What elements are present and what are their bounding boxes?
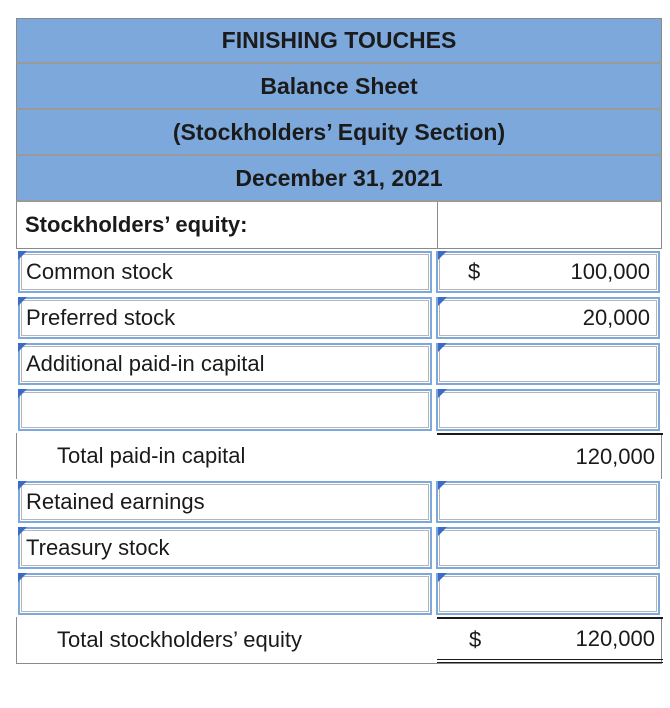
amount-input[interactable]: 20,000 xyxy=(436,297,660,339)
equity-heading-row xyxy=(16,202,662,249)
balance-sheet xyxy=(16,18,662,664)
table-row xyxy=(16,387,662,433)
table-row xyxy=(16,295,662,341)
dropdown-marker-icon xyxy=(438,251,447,260)
label-input[interactable]: Treasury stock xyxy=(18,527,432,569)
dropdown-marker-icon xyxy=(438,297,447,306)
amount-input[interactable]: 100,000 xyxy=(436,251,660,293)
amount-input[interactable] xyxy=(436,527,660,569)
dropdown-marker-icon xyxy=(18,481,27,490)
dropdown-marker-icon xyxy=(18,251,27,260)
amount-input[interactable] xyxy=(436,343,660,385)
table-row xyxy=(16,249,662,295)
statement-date: December 31, 2021 xyxy=(16,156,662,202)
dropdown-marker-icon xyxy=(18,343,27,352)
table-row xyxy=(16,525,662,571)
subtotal-value: 120,000 xyxy=(437,433,663,479)
dropdown-marker-icon xyxy=(18,389,27,398)
table-row xyxy=(16,341,662,387)
total-value: 120,000 xyxy=(437,617,663,663)
table-row xyxy=(16,479,662,525)
statement-title: Balance Sheet xyxy=(16,64,662,110)
dropdown-marker-icon xyxy=(18,573,27,582)
section-title: (Stockholders’ Equity Section) xyxy=(16,110,662,156)
currency-symbol: $ xyxy=(468,259,481,284)
dropdown-marker-icon xyxy=(438,389,447,398)
currency-symbol: $ xyxy=(469,627,482,652)
equity-heading: Stockholders’ equity: xyxy=(25,212,248,237)
dropdown-marker-icon xyxy=(18,297,27,306)
label-input[interactable]: Retained earnings xyxy=(18,481,432,523)
label-input[interactable]: Common stock xyxy=(18,251,432,293)
amount-input[interactable] xyxy=(436,573,660,615)
amount-input[interactable] xyxy=(436,389,660,431)
table-row xyxy=(16,571,662,617)
dropdown-marker-icon xyxy=(438,527,447,536)
subtotal-row xyxy=(16,433,662,479)
amount-input[interactable] xyxy=(436,481,660,523)
dropdown-marker-icon xyxy=(438,573,447,582)
company-name: FINISHING TOUCHES xyxy=(16,18,662,64)
total-row xyxy=(16,617,662,664)
subtotal-label: Total paid-in capital xyxy=(57,443,246,468)
label-input[interactable]: Additional paid-in capital xyxy=(18,343,432,385)
label-input[interactable] xyxy=(18,389,432,431)
dropdown-marker-icon xyxy=(18,527,27,536)
dropdown-marker-icon xyxy=(438,343,447,352)
heading-value-cell xyxy=(437,202,662,248)
total-label: Total stockholders’ equity xyxy=(57,627,302,652)
label-input[interactable] xyxy=(18,573,432,615)
label-input[interactable]: Preferred stock xyxy=(18,297,432,339)
dropdown-marker-icon xyxy=(438,481,447,490)
